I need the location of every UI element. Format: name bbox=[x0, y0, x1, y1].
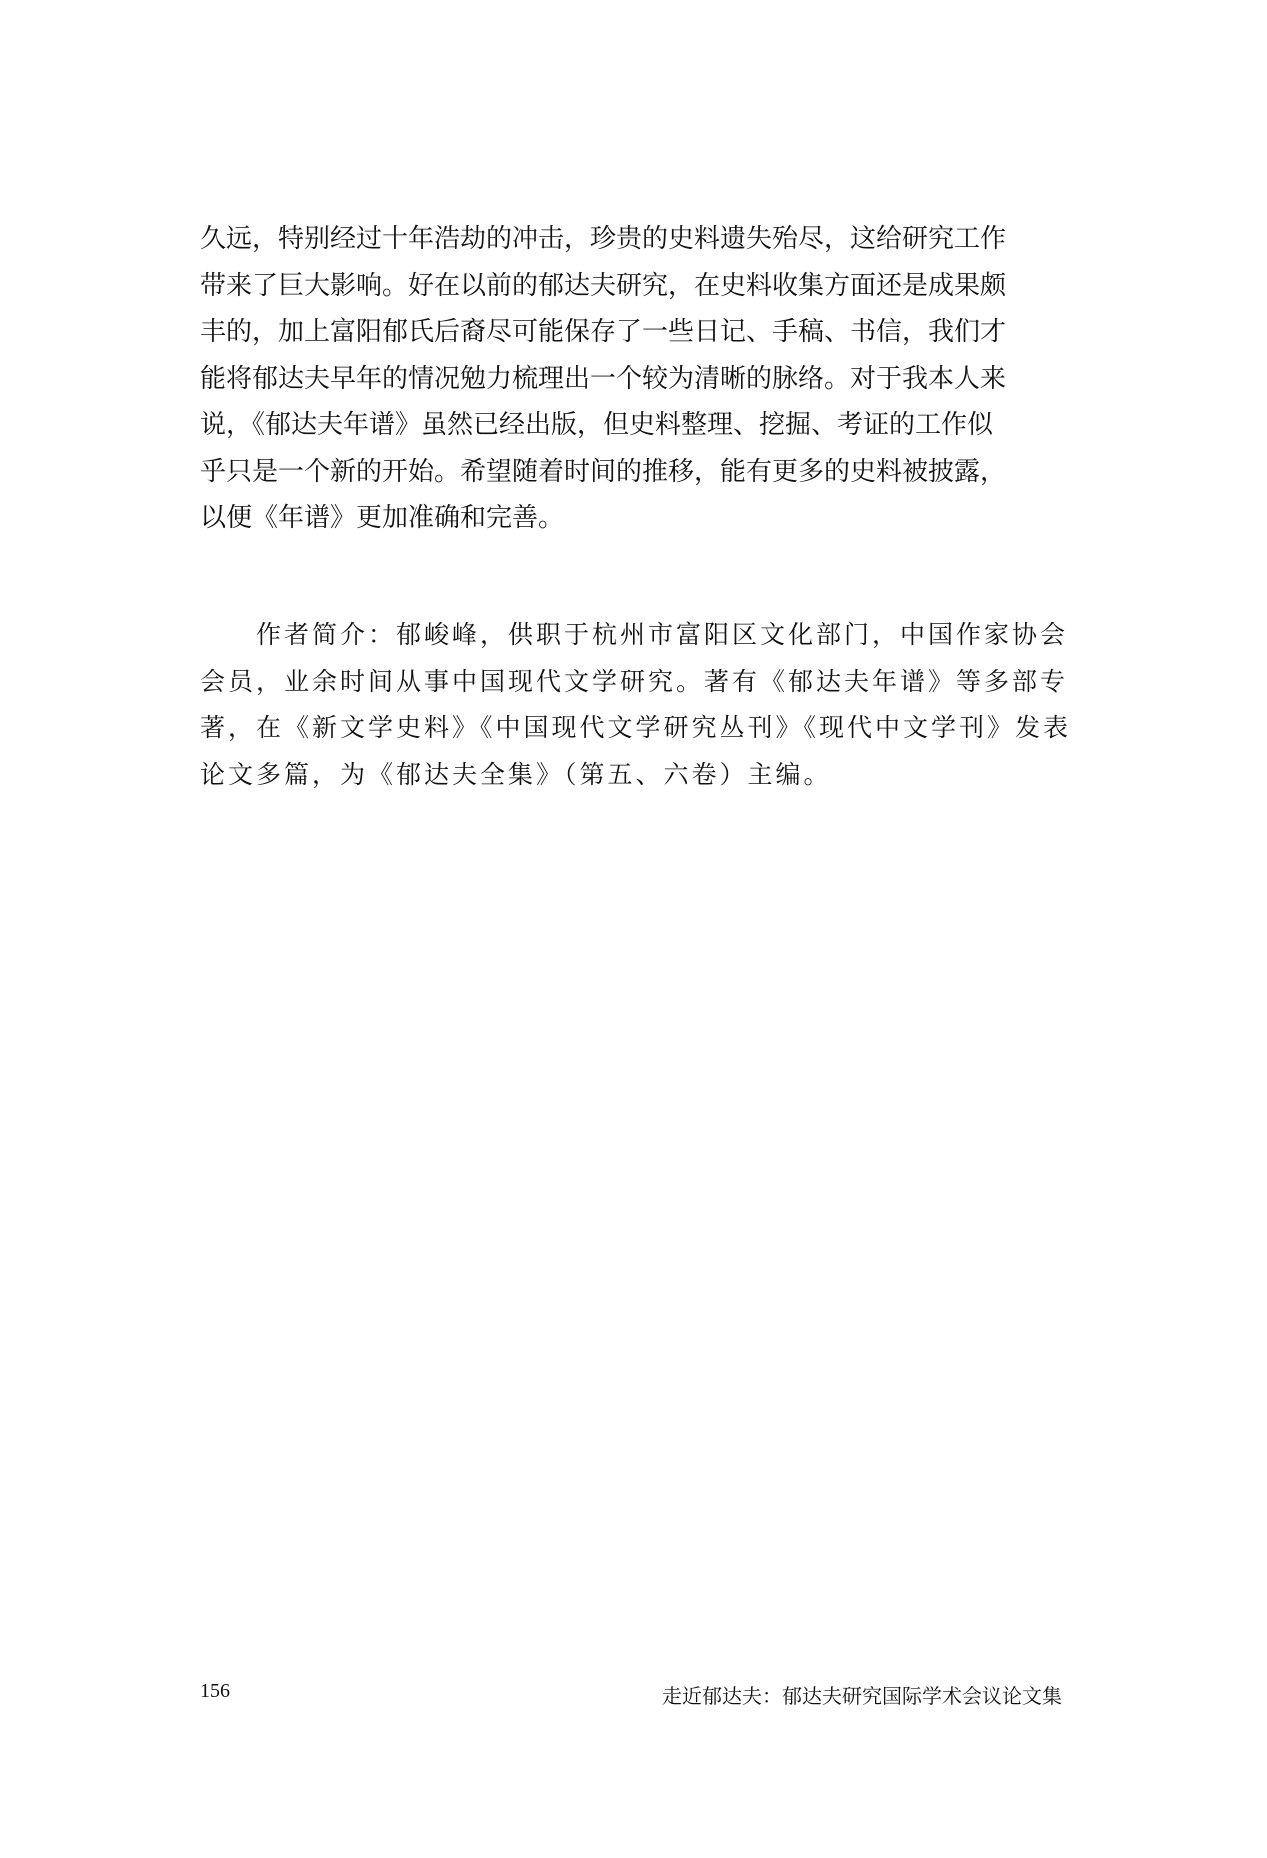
author-bio-line: 会员，业余时间从事中国现代文学研究。著有《郁达夫年谱》等多部专 bbox=[200, 666, 1069, 696]
author-bio-line: 论文多篇，为《郁达夫全集》（第五、六卷）主编。 bbox=[200, 759, 832, 789]
body-line: 乎只是一个新的开始。希望随着时间的推移，能有更多的史料被披露， bbox=[200, 456, 1007, 487]
body-paragraph bbox=[200, 216, 1060, 542]
body-line: 久远，特别经过十年浩劫的冲击，珍贵的史料遗失殆尽，这给研究工作 bbox=[200, 224, 1007, 254]
running-footer-title: 走近郁达夫：郁达夫研究国际学术会议论文集 bbox=[662, 1684, 1062, 1708]
body-line: 带来了巨大影响。好在以前的郁达夫研究，在史料收集方面还是成果颇 bbox=[200, 270, 1007, 301]
body-line: 说，《郁达夫年谱》虽然已经出版，但史料整理、挖掘、考证的工作似 bbox=[200, 410, 994, 440]
body-line: 以便《年谱》更加准确和完善。 bbox=[200, 503, 565, 533]
author-bio-line: 著，在《新文学史料》《中国现代文学研究丛刊》《现代中文学刊》发表 bbox=[200, 713, 1072, 742]
author-bio-line: 作者简介：郁峻峰，供职于杭州市富阳区文化部门，中国作家协会 bbox=[256, 620, 1069, 649]
body-line: 丰的，加上富阳郁氏后裔尽可能保存了一些日记、手稿、书信，我们才 bbox=[200, 317, 1007, 347]
page-number: 156 bbox=[200, 1680, 230, 1702]
author-bio bbox=[200, 612, 1072, 798]
body-line: 能将郁达夫早年的情况勉力梳理出一个较为清晰的脉络。对于我本人来 bbox=[200, 363, 1007, 394]
